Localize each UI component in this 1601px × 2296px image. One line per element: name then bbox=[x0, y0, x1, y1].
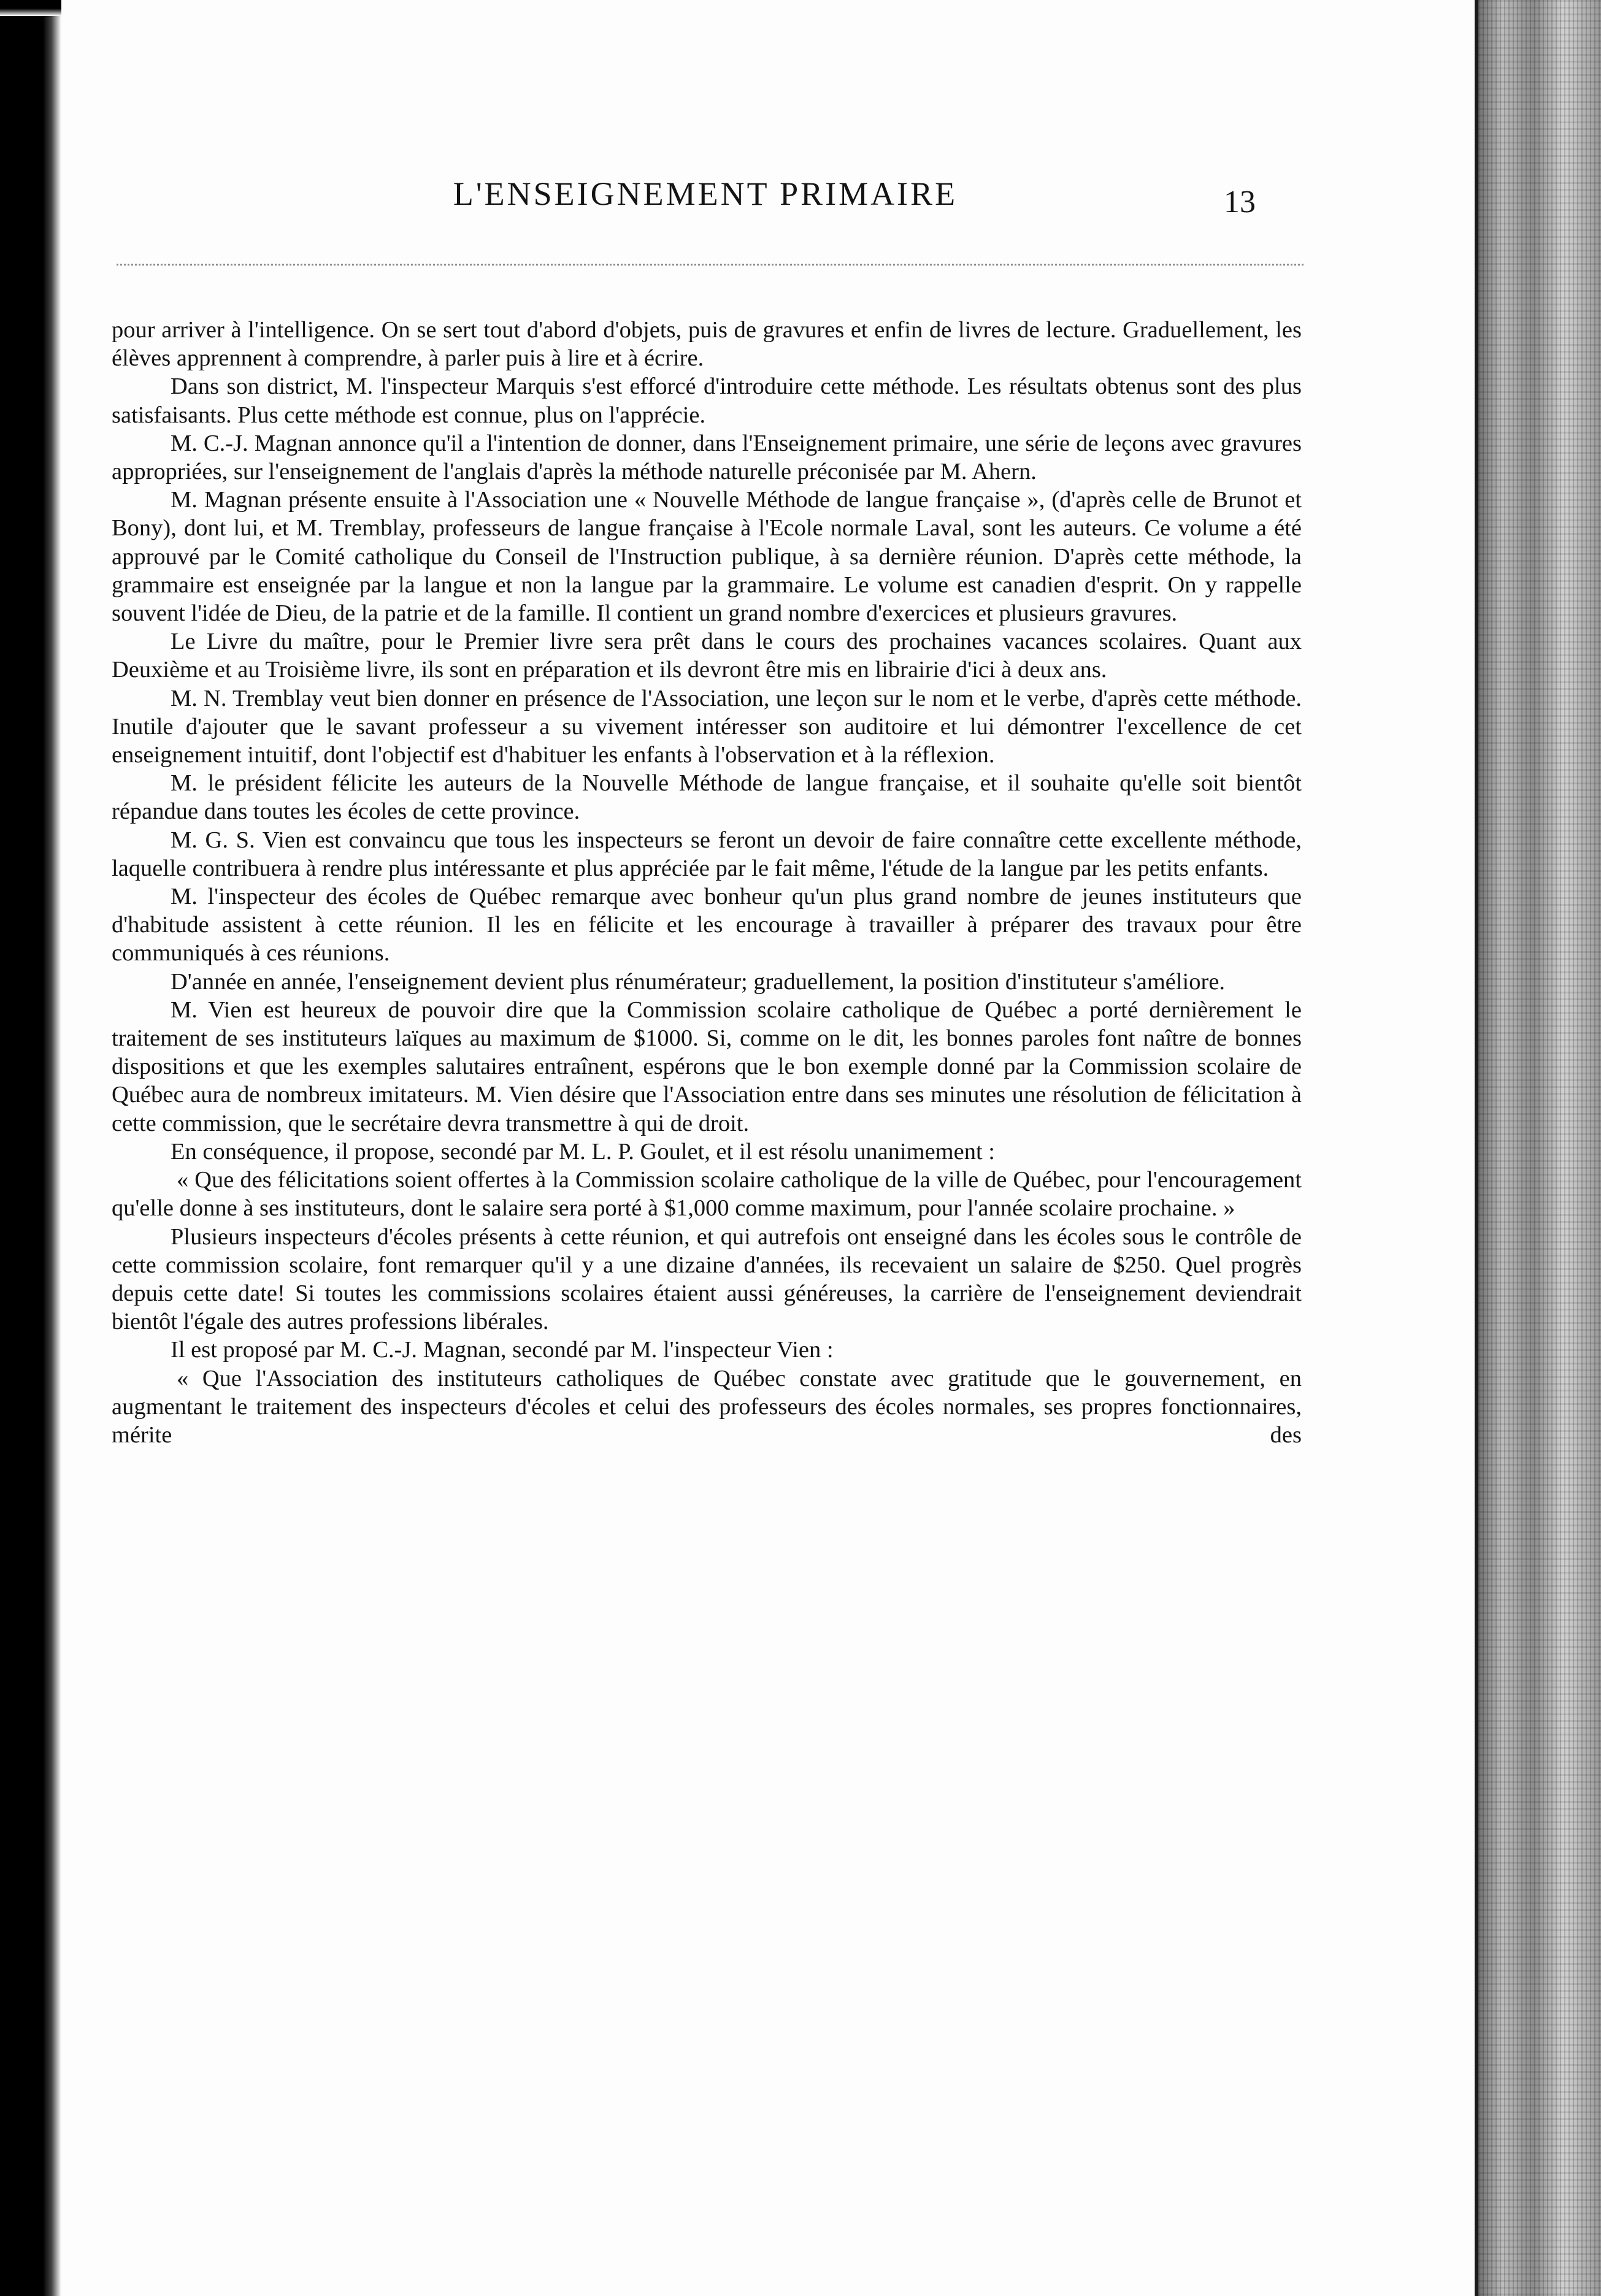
paragraph: M. Vien est heureux de pouvoir dire que la Commission scolaire catholique de Québec a porté dernièrement le traitement de ses instituteurs laïques au maximum de $1000. Si, comme on le dit, les bonnes paroles font naître de bonnes dispositions et que les exemples salutaires entraînent, espérons que le bon exemple donné par la Commission scolaire de Québec aura de nombreux imitateurs. M. Vien désire que l'Association entre dans ses minutes une résolution de félicitation à cette commission, que le secrétaire devra transmettre à qui de droit. bbox=[112, 997, 1302, 1136]
paragraph: D'année en année, l'enseignement devient plus rénumérateur; graduellement, la position d'instituteur s'améliore. bbox=[171, 968, 1226, 995]
paragraph: Il est proposé par M. C.-J. Magnan, secondé par M. l'inspecteur Vien : bbox=[171, 1337, 834, 1363]
paragraph: M. G. S. Vien est convaincu que tous les inspecteurs se feront un devoir de faire connaître cette excellente méthode, laquelle contribuera à rendre plus intéressante et plus appréciée par le fait même, l'étude de la langue par les petits enfants. bbox=[112, 827, 1302, 881]
paragraph: M. N. Tremblay veut bien donner en présence de l'Association, une leçon sur le nom et le verbe, d'après cette méthode. Inutile d'ajouter que le savant professeur a su vivement intéresser son auditoire et lui démontrer l'excellence de cet enseignement intuitif, dont l'objectif est d'habituer les enfants à l'observation et à la réflexion. bbox=[112, 685, 1302, 768]
resolution-quote: « Que des félicitations soient offertes à la Commission scolaire catholique de la ville de Québec, pour l'encouragement qu'elle donne à ses instituteurs, dont le salaire sera porté à $1,000 comme maximum, pour l'année scolaire prochaine. » bbox=[112, 1167, 1302, 1222]
paragraph: pour arriver à l'intelligence. On se sert tout d'abord d'objets, puis de gravures et enfin de livres de lecture. Graduellement, les élèves apprennent à comprendre, à parler puis à lire et à écrire. bbox=[112, 317, 1302, 372]
resolution-quote: « Que l'Association des instituteurs catholiques de Québec constate avec gratitude que le gouvernement, en augmentant le traitement des inspecteurs d'écoles et celui des professeurs des écoles normales, ses propres fonctionnaires, mérite des bbox=[112, 1365, 1302, 1448]
paragraph: M. C.-J. Magnan annonce qu'il a l'intention de donner, dans l'Enseignement primaire, une série de leçons avec gravures appropriées, sur l'enseignement de l'anglais d'après la méthode naturelle préconisée par M. Ahern. bbox=[112, 430, 1302, 485]
page-body bbox=[112, 316, 1302, 1449]
paragraph: Dans son district, M. l'inspecteur Marquis s'est efforcé d'introduire cette méthode. Les résultats obtenus sont des plus satisfaisants. Plus cette méthode est connue, plus on l'apprécie. bbox=[112, 373, 1302, 428]
paragraph: En conséquence, il propose, secondé par M. L. P. Goulet, et il est résolu unanimement : bbox=[171, 1138, 995, 1165]
paragraph: Le Livre du maître, pour le Premier livre sera prêt dans le cours des prochaines vacances scolaires. Quant aux Deuxième et au Troisième livre, ils sont en préparation et ils devront être mis en librairie d'ici à deux ans. bbox=[112, 629, 1302, 683]
running-title: L'ENSEIGNEMENT PRIMAIRE bbox=[453, 175, 958, 212]
book-fore-edge bbox=[1478, 0, 1601, 2296]
page-number: 13 bbox=[1224, 185, 1256, 220]
paragraph: M. l'inspecteur des écoles de Québec remarque avec bonheur qu'un plus grand nombre de jeunes instituteurs que d'habitude assistent à cette réunion. Il les en félicite et les encourage à travailler à préparer des travaux pour être communiqués à ces réunions. bbox=[112, 884, 1302, 966]
paragraph: M. Magnan présente ensuite à l'Association une « Nouvelle Méthode de langue française », (d'après celle de Brunot et Bony), dont lui, et M. Tremblay, professeurs de langue française à l'Ecole normale Laval, sont les auteurs. Ce volume a été approuvé par le Comité catholique du Conseil de l'Instruction publique, à sa dernière réunion. D'après cette méthode, la grammaire est enseignée par la langue et non la langue par la grammaire. Le volume est canadien d'esprit. On y rappelle souvent l'idée de Dieu, de la patrie et de la famille. Il contient un grand nombre d'exercices et plusieurs gravures. bbox=[112, 487, 1302, 627]
scan-border-left bbox=[0, 0, 61, 2296]
paragraph: M. le président félicite les auteurs de la Nouvelle Méthode de langue française, et il souhaite qu'elle soit bientôt répandue dans toutes les écoles de cette province. bbox=[112, 770, 1302, 825]
header-rule bbox=[117, 264, 1303, 266]
paragraph: Plusieurs inspecteurs d'écoles présents à cette réunion, et qui autrefois ont enseigné dans les écoles sous le contrôle de cette commission scolaire, font remarquer qu'il y a une dizaine d'années, ils recevaient un salaire de $250. Quel progrès depuis cette date! Si toutes les commissions scolaires étaient aussi généreuses, la carrière de l'enseignement deviendrait bientôt l'égale des autres professions libérales. bbox=[112, 1223, 1302, 1335]
